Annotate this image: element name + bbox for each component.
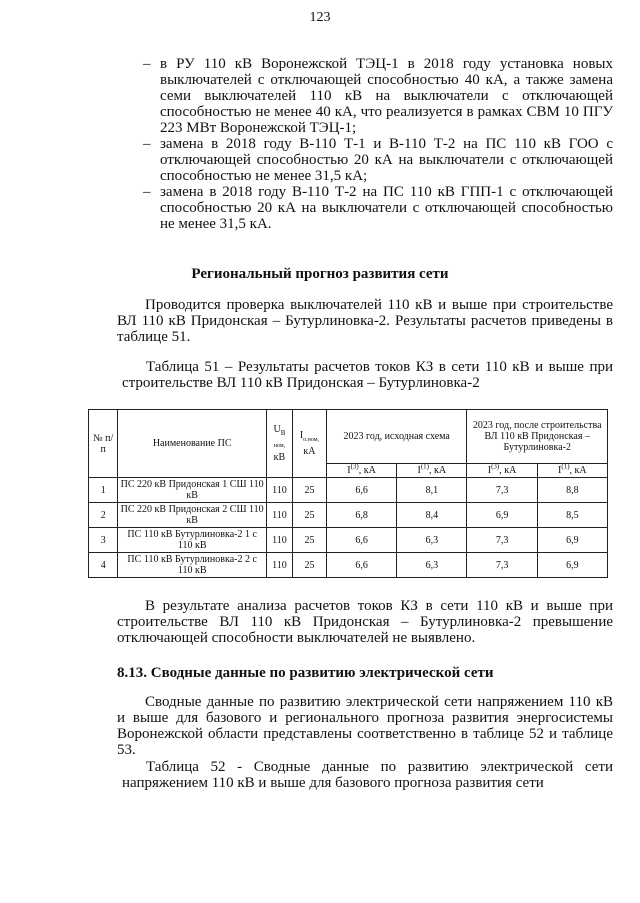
bullet-item: – замена в 2018 году В-110 Т-1 и В-110 Т-2 на ПС 110 кВ ГОО с отключающей способностью 20 кА на выключатели с отключающей способностью не менее 31,5 кА; (143, 136, 613, 184)
cell-after-i3: 7,3 (467, 528, 537, 553)
section-heading (117, 665, 494, 682)
table-row (89, 478, 608, 503)
regional-heading: Региональный прогноз развития сети (191, 266, 449, 282)
cell-i: 25 (292, 503, 326, 528)
bullet-list (143, 56, 613, 232)
cell-num: 2 (89, 503, 118, 528)
header-group-initial: 2023 год, исходная схема (326, 410, 467, 464)
subheader-i1: $I^{(1)}$, кА (537, 464, 607, 478)
cell-initial-i3: 6,8 (326, 503, 396, 528)
bullet-item: – в РУ 110 кВ Воронежской ТЭЦ-1 в 2018 году установка новых выключателей с отключающей способностью 40 кА, а также замена семи выключателей 110 кВ на выключатели с отключающей способностью не менее 40 кА, что реализуется в рамках СВМ 10 ПГУ 223 МВт Воронежской ТЭЦ-1; (143, 56, 613, 136)
table-51-caption: Таблица 51 – Результаты расчетов токов КЗ в сети 110 кВ и выше при строительстве ВЛ 110 кВ Придонская – Бутурлиновка-2 (122, 359, 613, 391)
cell-initial-i3: 6,6 (326, 528, 396, 553)
section-title: Сводные данные по развитию электрической сети (150, 665, 494, 681)
cell-num: 3 (89, 528, 118, 553)
cell-after-i1: 8,5 (537, 503, 607, 528)
header-name: Наименование ПС (118, 410, 266, 478)
conclusion-paragraph: В результате анализа расчетов токов КЗ в сети 110 кВ и выше при строительстве ВЛ 110 кВ Придонская – Бутурлиновка-2 превышение отключающей способности выключателей не выявлено. (117, 598, 613, 646)
cell-initial-i1: 8,4 (397, 503, 467, 528)
header-num: № п/п (89, 410, 118, 478)
cell-num: 1 (89, 478, 118, 503)
cell-after-i1: 8,8 (537, 478, 607, 503)
cell-i: 25 (292, 478, 326, 503)
table-52-caption: Таблица 52 - Сводные данные по развитию электрической сети напряжением 110 кВ и выше для базового прогноза развития сети (122, 759, 613, 791)
table-row (89, 528, 608, 553)
subheader-i1: $I^{(1)}$, кА (397, 464, 467, 478)
cell-u: 110 (266, 553, 292, 578)
cell-i: 25 (292, 528, 326, 553)
subheader-i3: $I^{(3)}$, кА (326, 464, 396, 478)
bullet-item: – замена в 2018 году В-110 Т-2 на ПС 110 кВ ГПП-1 с отключающей способностью 20 кА на выключатели с отключающей способностью не менее 31,5 кА. (143, 184, 613, 232)
cell-name: ПС 110 кВ Бутурлиновка-2 2 с 110 кВ (118, 553, 266, 578)
cell-initial-i3: 6,6 (326, 478, 396, 503)
cell-name: ПС 220 кВ Придонская 1 СШ 110 кВ (118, 478, 266, 503)
header-i: $I_{о.ном,}$ кА (292, 410, 326, 478)
cell-name: ПС 220 кВ Придонская 2 СШ 110 кВ (118, 503, 266, 528)
cell-i: 25 (292, 553, 326, 578)
cell-num: 4 (89, 553, 118, 578)
cell-u: 110 (266, 503, 292, 528)
table-row (89, 553, 608, 578)
subheader-i3: $I^{(3)}$, кА (467, 464, 537, 478)
results-table (88, 409, 608, 578)
cell-after-i3: 7,3 (467, 478, 537, 503)
cell-u: 110 (266, 528, 292, 553)
cell-after-i1: 6,9 (537, 553, 607, 578)
table-header-row (89, 410, 608, 464)
cell-initial-i1: 6,3 (397, 528, 467, 553)
header-group-after: 2023 год, после строительства ВЛ 110 кВ Придонская – Бутурлиновка-2 (467, 410, 608, 464)
table-row (89, 503, 608, 528)
section-number: 8.13. (117, 665, 147, 681)
cell-name: ПС 110 кВ Бутурлиновка-2 1 с 110 кВ (118, 528, 266, 553)
cell-after-i3: 6,9 (467, 503, 537, 528)
page-number: 123 (309, 10, 331, 25)
section-paragraph: Сводные данные по развитию электрической сети напряжением 110 кВ и выше для базового и регионального прогноза развития энергосистемы Воронежской области представлены соответственно в таблице 52 и таблице 53. (117, 694, 613, 758)
cell-u: 110 (266, 478, 292, 503)
cell-after-i3: 7,3 (467, 553, 537, 578)
header-u: $U_В$ ном, кВ (266, 410, 292, 478)
regional-intro: Проводится проверка выключателей 110 кВ и выше при строительстве ВЛ 110 кВ Придонская – Бутурлиновка-2. Результаты расчетов приведены в таблице 51. (117, 297, 613, 345)
cell-initial-i3: 6,6 (326, 553, 396, 578)
cell-initial-i1: 8,1 (397, 478, 467, 503)
cell-after-i1: 6,9 (537, 528, 607, 553)
cell-initial-i1: 6,3 (397, 553, 467, 578)
